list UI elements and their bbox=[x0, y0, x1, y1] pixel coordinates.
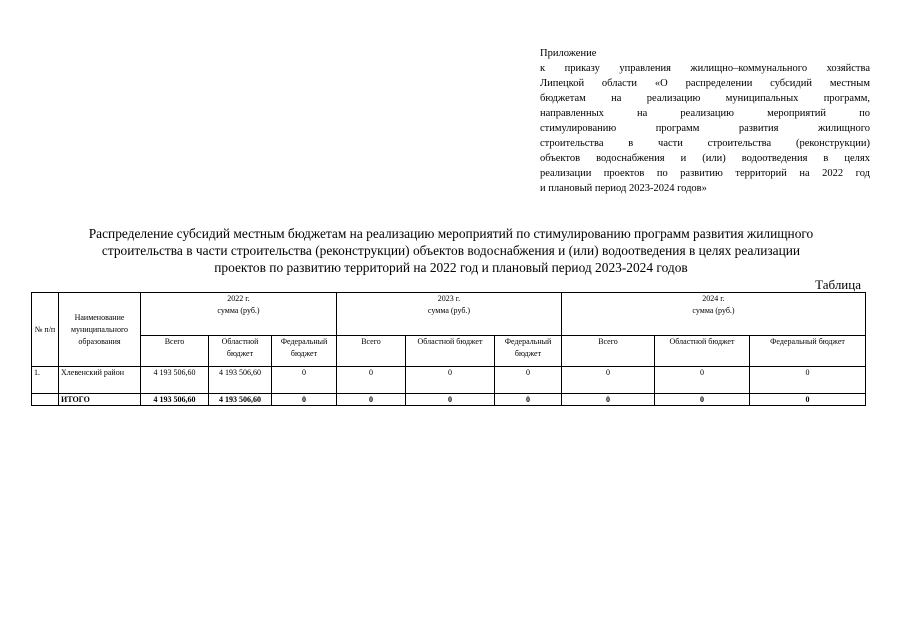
cell-value: 0 bbox=[562, 394, 655, 406]
cell-value: 0 bbox=[272, 394, 337, 406]
subcol-federal: Федеральный бюджет bbox=[272, 336, 337, 367]
subcol-total: Всего bbox=[141, 336, 209, 367]
subcol-regional: Областной бюджет bbox=[209, 336, 272, 367]
header-name: Наименование муниципального образования bbox=[59, 293, 141, 367]
subcol-total: Всего bbox=[562, 336, 655, 367]
subcol-federal: Федеральный бюджет bbox=[750, 336, 866, 367]
title-line: проектов по развитию территорий на 2022 год и плановый период 2023-2024 годов bbox=[214, 260, 688, 275]
year-unit: сумма (руб.) bbox=[692, 306, 735, 315]
cell-value: 0 bbox=[495, 367, 562, 394]
cell-value: 0 bbox=[406, 394, 495, 406]
appendix-line: направленных на реализацию мероприятий по bbox=[540, 108, 870, 119]
year-unit: сумма (руб.) bbox=[217, 306, 260, 315]
appendix-line: стимулированию программ развития жилищного bbox=[540, 123, 870, 134]
cell-value: 4 193 506,60 bbox=[209, 367, 272, 394]
cell-value: 0 bbox=[655, 394, 750, 406]
document-title bbox=[32, 225, 870, 276]
cell-num: 1. bbox=[32, 367, 59, 394]
subcol-total: Всего bbox=[337, 336, 406, 367]
total-row bbox=[32, 394, 866, 406]
header-year-2022 bbox=[141, 293, 337, 336]
cell-value: 0 bbox=[406, 367, 495, 394]
appendix-block bbox=[540, 46, 870, 196]
subsidy-table bbox=[31, 292, 866, 406]
cell-value: 0 bbox=[750, 367, 866, 394]
header-year-2023 bbox=[337, 293, 562, 336]
cell-value: 4 193 506,60 bbox=[209, 394, 272, 406]
title-line: строительства в части строительства (реконструкции) объектов водоснабжения и (или) водоотведения в целях реализации bbox=[101, 243, 801, 258]
appendix-line: к приказу управления жилищно–коммунального хозяйства bbox=[540, 63, 870, 74]
header-row-subcols bbox=[32, 336, 866, 367]
title-line: Распределение субсидий местным бюджетам на реализацию мероприятий по стимулированию программ развития жилищного bbox=[88, 226, 814, 241]
cell-value: 0 bbox=[655, 367, 750, 394]
appendix-line: Липецкой области «О распределении субсидий местным bbox=[540, 78, 870, 89]
cell-value: 0 bbox=[337, 367, 406, 394]
cell-value: 0 bbox=[562, 367, 655, 394]
year-label: 2024 г. bbox=[702, 294, 725, 303]
cell-value: 0 bbox=[495, 394, 562, 406]
appendix-line: строительства в части строительства (реконструкции) bbox=[540, 138, 870, 149]
appendix-line: Приложение bbox=[540, 48, 597, 59]
header-num: № п/п bbox=[32, 293, 59, 367]
cell-name: Хлевенский район bbox=[59, 367, 141, 394]
table-caption: Таблица bbox=[815, 277, 861, 292]
cell-num bbox=[32, 394, 59, 406]
year-label: 2022 г. bbox=[227, 294, 250, 303]
header-year-2024 bbox=[562, 293, 866, 336]
appendix-line: бюджетам на реализацию муниципальных программ, bbox=[540, 93, 870, 104]
cell-value: 4 193 506,60 bbox=[141, 394, 209, 406]
subcol-regional: Областной бюджет bbox=[406, 336, 495, 367]
header-row-years bbox=[32, 293, 866, 336]
cell-value: 4 193 506,60 bbox=[141, 367, 209, 394]
subcol-federal: Федеральный бюджет bbox=[495, 336, 562, 367]
appendix-line: объектов водоснабжения и (или) водоотведения в целях bbox=[540, 153, 870, 164]
subcol-regional: Областной бюджет bbox=[655, 336, 750, 367]
appendix-line: и плановый период 2023-2024 годов» bbox=[540, 183, 707, 194]
cell-name: ИТОГО bbox=[59, 394, 141, 406]
year-unit: сумма (руб.) bbox=[427, 306, 471, 315]
cell-value: 0 bbox=[337, 394, 406, 406]
cell-value: 0 bbox=[272, 367, 337, 394]
table-row bbox=[32, 367, 866, 394]
appendix-line: реализации проектов по развитию территорий на 2022 год bbox=[540, 168, 870, 179]
cell-value: 0 bbox=[750, 394, 866, 406]
year-label: 2023 г. bbox=[437, 294, 461, 303]
